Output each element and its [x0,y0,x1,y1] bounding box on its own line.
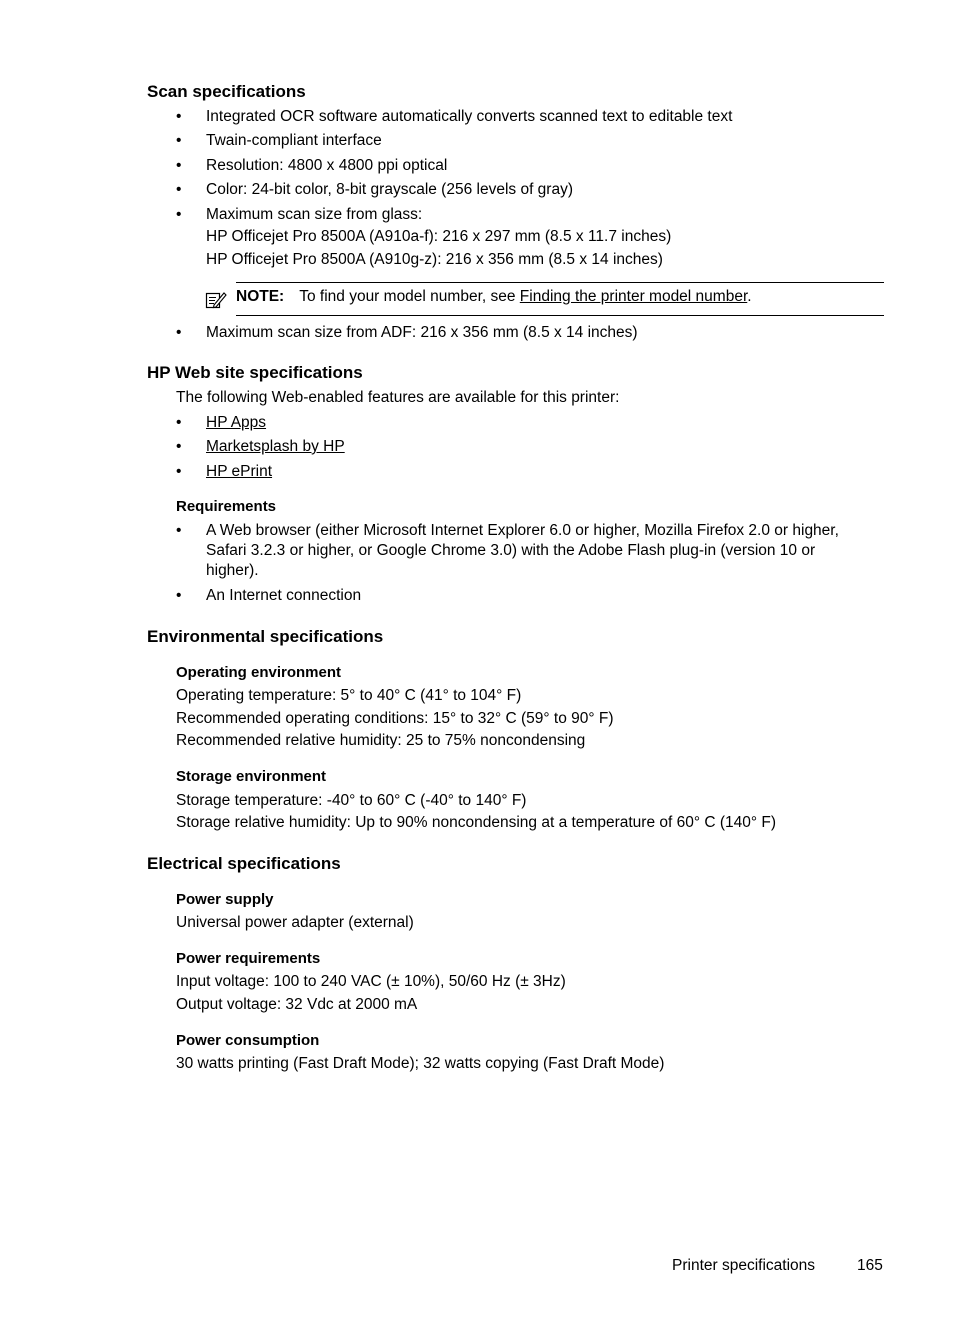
list-item: Maximum scan size from glass: [206,206,423,223]
text-line: Storage relative humidity: Up to 90% noncondensing at a temperature of 60° C (140° F) [176,814,777,831]
note-label: NOTE: [236,288,285,305]
list-item-line: HP Officejet Pro 8500A (A910g-z): 216 x 356 mm (8.5 x 14 inches) [206,251,663,268]
bullet: • [176,206,182,223]
footer-section: Printer specifications [672,1257,816,1274]
power-supply-title: Power supply [176,891,274,908]
bullet: • [176,438,182,455]
list-item: Integrated OCR software automatically converts scanned text to editable text [206,108,733,125]
note-text [236,288,752,306]
marketsplash-link[interactable]: Marketsplash by HP [206,438,345,455]
section-title-env: Environmental specifications [147,627,384,646]
list-item: An Internet connection [206,587,362,604]
list-item-line: HP Officejet Pro 8500A (A910a-f): 216 x 297 mm (8.5 x 11.7 inches) [206,228,672,245]
bullet: • [176,132,182,149]
power-consumption-title: Power consumption [176,1032,320,1049]
requirements-title: Requirements [176,498,277,515]
note-top-rule [236,282,884,283]
text-line: Output voltage: 32 Vdc at 2000 mA [176,996,418,1013]
page-number: 165 [857,1257,883,1274]
operating-title: Operating environment [176,664,342,681]
bullet: • [176,522,182,539]
storage-title: Storage environment [176,768,327,785]
bullet: • [176,463,182,480]
hp-eprint-link[interactable]: HP ePrint [206,463,273,480]
bullet: • [176,587,182,604]
text-line: Recommended operating conditions: 15° to 32° C (59° to 90° F) [176,710,614,727]
text-line: 30 watts printing (Fast Draft Mode); 32 watts copying (Fast Draft Mode) [176,1055,665,1072]
list-item-line: Safari 3.2.3 or higher, or Google Chrome 3.0) with the Adobe Flash plug-in (version 10 or [206,542,816,559]
hp-apps-link[interactable]: HP Apps [206,414,267,431]
note-body: To find your model number, see [299,288,516,305]
list-item: Maximum scan size from ADF: 216 x 356 mm (8.5 x 14 inches) [206,324,638,341]
bullet: • [176,157,182,174]
list-item: Twain-compliant interface [206,132,382,149]
bullet: • [176,181,182,198]
text-line: Universal power adapter (external) [176,914,414,931]
section-title-elec: Electrical specifications [147,854,341,873]
text-line: Input voltage: 100 to 240 VAC (± 10%), 50/60 Hz (± 3Hz) [176,973,566,990]
section-title-scan: Scan specifications [147,82,306,101]
model-number-link[interactable]: Finding the printer model number [519,288,748,305]
list-item: Color: 24-bit color, 8-bit grayscale (256 levels of gray) [206,181,573,198]
bullet: • [176,108,182,125]
list-item-line: higher). [206,562,259,579]
note-bottom-rule [236,315,884,316]
note-end: . [747,288,752,305]
text-line: Storage temperature: -40° to 60° C (-40° to 140° F) [176,792,527,809]
text-line: Operating temperature: 5° to 40° C (41° to 104° F) [176,687,522,704]
text-line: Recommended relative humidity: 25 to 75% noncondensing [176,732,586,749]
list-item: Resolution: 4800 x 4800 ppi optical [206,157,448,174]
power-requirements-title: Power requirements [176,950,321,967]
bullet: • [176,414,182,431]
note-icon [205,290,227,310]
list-item-line: A Web browser (either Microsoft Internet Explorer 6.0 or higher, Mozilla Firefox 2.0 or higher, [206,522,839,539]
web-intro: The following Web-enabled features are available for this printer: [176,389,620,406]
bullet: • [176,324,182,341]
section-title-web: HP Web site specifications [147,363,363,382]
